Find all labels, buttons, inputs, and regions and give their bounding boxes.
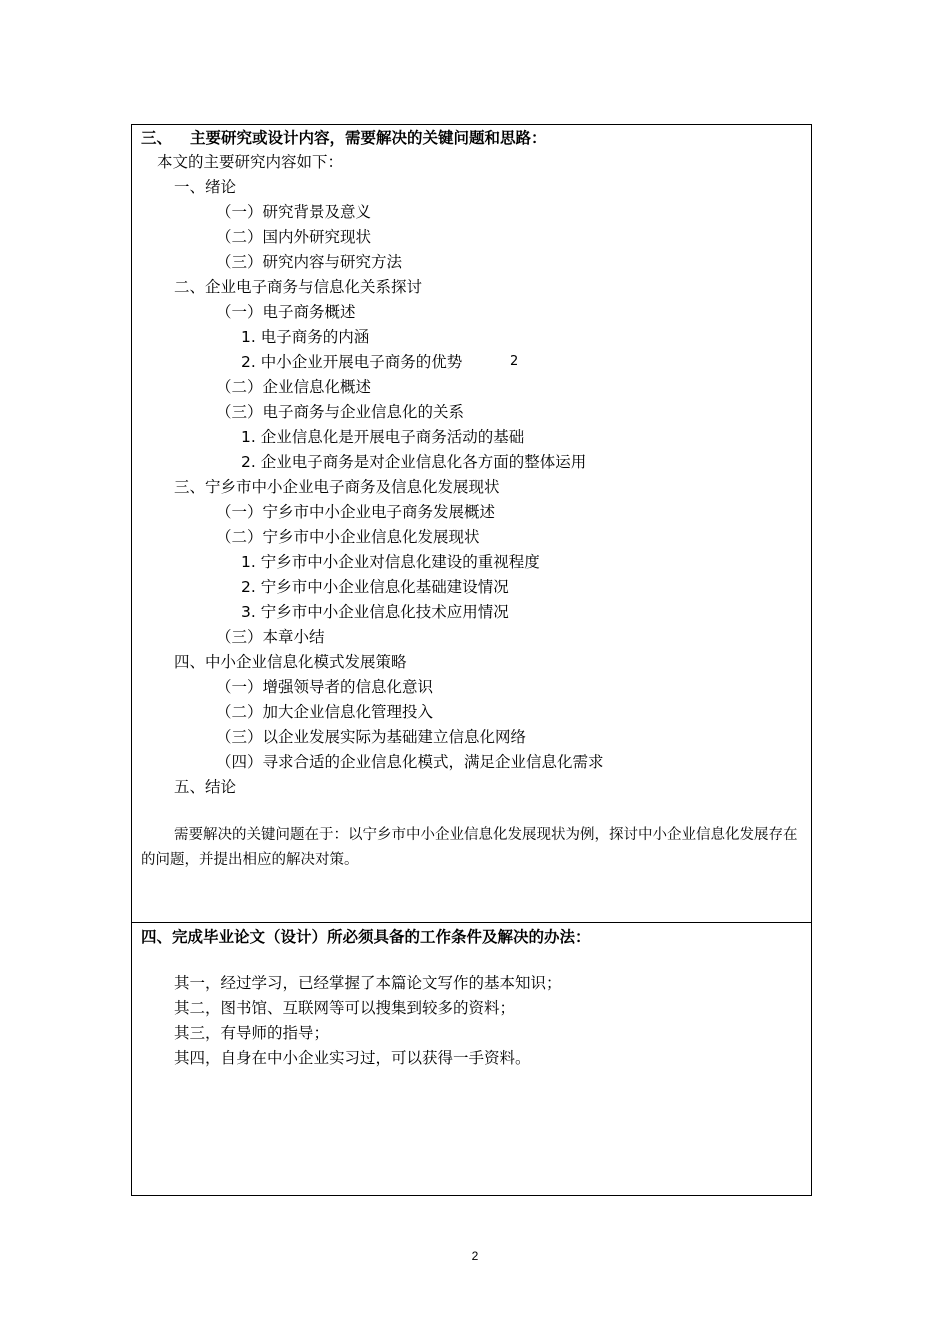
- condition-item: 其三，有导师的指导；: [174, 1024, 330, 1042]
- section3-number: 三、: [141, 129, 173, 147]
- outline-item: 2. 宁乡市中小企业信息化基础建设情况: [241, 578, 509, 596]
- outline-item: 二、企业电子商务与信息化关系探讨: [174, 278, 423, 296]
- outline-item: （二）企业信息化概述: [216, 378, 372, 396]
- outline-item: （四）寻求合适的企业信息化模式，满足企业信息化需求: [216, 753, 604, 771]
- outline-item: 2. 企业电子商务是对企业信息化各方面的整体运用: [241, 453, 587, 471]
- condition-item: 其四，自身在中小企业实习过，可以获得一手资料。: [174, 1049, 531, 1067]
- section-divider: [132, 922, 811, 923]
- outline-item: 一、绪论: [174, 178, 237, 196]
- outline-item: 1. 企业信息化是开展电子商务活动的基础: [241, 428, 525, 446]
- outline-item: 1. 宁乡市中小企业对信息化建设的重视程度: [241, 553, 540, 571]
- outline-item: （二）加大企业信息化管理投入: [216, 703, 434, 721]
- outline-item: 五、结论: [174, 778, 237, 796]
- outline-item: （二）国内外研究现状: [216, 228, 372, 246]
- key-problem-paragraph: 需要解决的关键问题在于：以宁乡市中小企业信息化发展现状为例，探讨中小企业信息化发展存在的问题，并提出相应的解决对策。: [141, 827, 798, 868]
- outline-item: （二）宁乡市中小企业信息化发展现状: [216, 528, 480, 546]
- condition-item: 其一，经过学习，已经掌握了本篇论文写作的基本知识；: [174, 974, 562, 992]
- outline-item: （三）电子商务与企业信息化的关系: [216, 403, 465, 421]
- condition-item: 其二，图书馆、互联网等可以搜集到较多的资料；: [174, 999, 516, 1017]
- proposal-table: [131, 124, 812, 1196]
- section3-intro: 本文的主要研究内容如下：: [157, 153, 344, 171]
- outline-item: 1. 电子商务的内涵: [241, 328, 370, 346]
- outline-item: 3. 宁乡市中小企业信息化技术应用情况: [241, 603, 509, 621]
- section4-heading: 四、完成毕业论文（设计）所必须具备的工作条件及解决的办法：: [141, 928, 591, 946]
- outline-item: （三）本章小结: [216, 628, 325, 646]
- outline-item: 三、宁乡市中小企业电子商务及信息化发展现状: [174, 478, 500, 496]
- stray-number: 2: [510, 354, 519, 369]
- outline-item: （一）研究背景及意义: [216, 203, 372, 221]
- outline-item: （一）增强领导者的信息化意识: [216, 678, 434, 696]
- section3-heading: 主要研究或设计内容，需要解决的关键问题和思路：: [190, 129, 547, 147]
- page-number: 2: [471, 1249, 479, 1263]
- outline-item: （三）以企业发展实际为基础建立信息化网络: [216, 728, 527, 746]
- outline-item: （一）电子商务概述: [216, 303, 356, 321]
- outline-item: 四、中小企业信息化模式发展策略: [174, 653, 407, 671]
- outline-item: （一）宁乡市中小企业电子商务发展概述: [216, 503, 496, 521]
- outline-item: 2. 中小企业开展电子商务的优势: [241, 353, 463, 371]
- outline-item: （三）研究内容与研究方法: [216, 253, 403, 271]
